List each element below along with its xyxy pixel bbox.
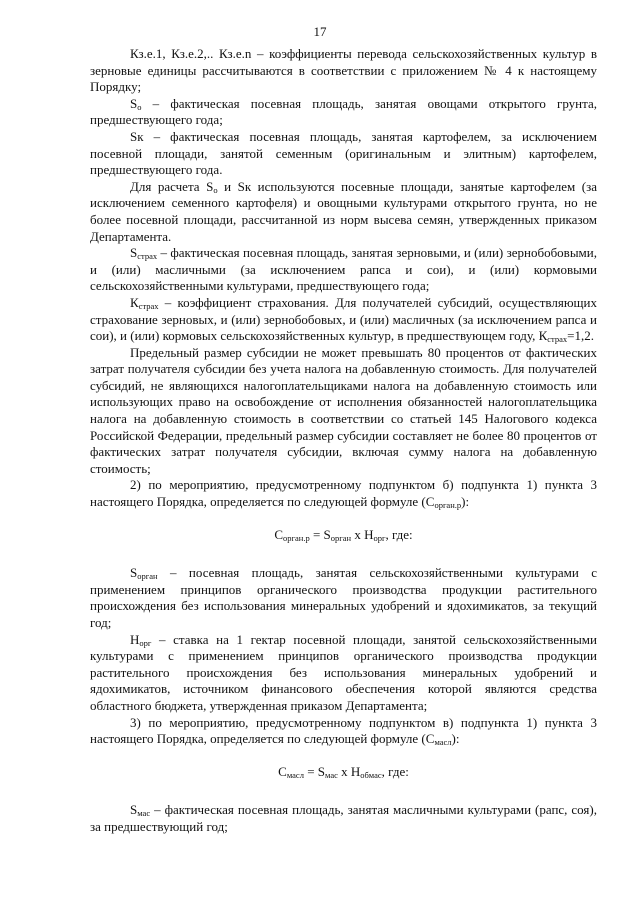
text-run: =1,2. xyxy=(567,328,594,344)
text-run: S xyxy=(130,802,138,818)
paragraph xyxy=(90,802,597,835)
text-run: Предельный размер субсидии не может превышать 80 процентов от фактических затрат получателя субсидии без учета налога на добавленную стоимость. Для получателей субсидий, не являющихся налогоплательщиками налога на добавленную стоимость или использующих право на освобождение от исполнения обязанностей налогоплательщика налога на добавленную стоимость в соответствии со статьей 145 Налогового кодекса Российской Федерации, предельный размер субсидии составляет не более 80 процентов от фактических затрат получателя субсидии, включая сумму налога на добавленную стоимость; xyxy=(90,344,597,476)
text-run: , где: xyxy=(381,763,409,779)
text-run: х Н xyxy=(337,763,361,779)
paragraph xyxy=(90,345,597,478)
text-run: К xyxy=(130,294,139,310)
text-run: – фактическая посевная площадь, занятая овощами открытого грунта, предшествующего года; xyxy=(90,95,597,128)
text-run: – посевная площадь, занятая сельскохозяйственными культурами с применением принципов органического производства продукции растительного происхождения без использования минеральных удобрений и ядохимикатов, за текущий год; xyxy=(90,565,597,630)
text-run: 2) по мероприятию, предусмотренному подпунктом б) подпункта 1) пункта 3 настоящего Порядка, определяется по следующей формуле (С xyxy=(90,477,597,510)
text-run: S xyxy=(130,95,138,111)
paragraph xyxy=(90,632,597,715)
paragraph xyxy=(90,715,597,748)
subscript: орган xyxy=(137,571,158,582)
text-run: – фактическая посевная площадь, занятая зерновыми, и (или) зернобобовыми, и (или) масличными (за исключением рапса и сои), и (или) кормовыми сельскохозяйственными культурами, предшествующего года; xyxy=(90,245,597,294)
subscript: масл xyxy=(434,737,452,748)
subscript: мас xyxy=(325,769,338,780)
text-run: ): xyxy=(461,494,470,510)
text-run: S xyxy=(130,565,138,581)
subscript: масл xyxy=(286,769,304,780)
paragraph xyxy=(90,179,597,245)
subscript: орг xyxy=(373,532,386,543)
text-run: и Sк используются посевные площади, занятые картофелем (за исключением семенного картофеля) и овощными культурами открытого грунта, но не более посевной площади, рассчитанной из норм высева семян, утвержденных приказом Департамента. xyxy=(90,178,598,244)
text-run: ): xyxy=(451,731,460,747)
text-run: – коэффициент страхования. Для получателей субсидий, осуществляющих страхование зерновых, и (или) зернобобовых, и (или) масличных (за исключением рапса и сои), и (или) кормовых сельскохозяйственных культур, в предшествующем году, К xyxy=(90,294,597,344)
text-run: С xyxy=(274,526,284,542)
paragraph xyxy=(90,46,597,96)
text-run: Для расчета S xyxy=(130,178,214,194)
text-run: – ставка на 1 гектар посевной площади, занятой сельскохозяйственными культурами с применением принципов органического производства продукции растительного происхождения без использования минеральных удобрений и ядохимикатов, источником финансового обеспечения которой являются средства областного бюджета, утвержденная приказом Департамента; xyxy=(90,631,597,713)
text-run: Н xyxy=(130,631,140,647)
text-run: 3) по мероприятию, предусмотренному подпунктом в) подпункта 1) пункта 3 настоящего Порядка, определяется по следующей формуле (С xyxy=(90,714,597,747)
paragraph xyxy=(90,295,597,345)
subscript: орг xyxy=(139,637,152,648)
text-run: = S xyxy=(309,526,331,542)
subscript: страх xyxy=(138,300,159,311)
paragraph xyxy=(90,96,597,129)
text-run: S xyxy=(130,245,138,261)
text-run: , где: xyxy=(385,526,413,542)
document-body xyxy=(90,46,597,836)
subscript: страх xyxy=(137,251,158,262)
subscript: орган xyxy=(330,532,352,543)
text-run: С xyxy=(278,763,287,779)
formula xyxy=(90,527,597,544)
paragraph xyxy=(90,245,597,295)
subscript: страх xyxy=(547,334,568,345)
text-run: = S xyxy=(303,763,326,779)
formula xyxy=(90,764,597,781)
page-number: 17 xyxy=(313,24,327,39)
paragraph xyxy=(90,477,597,510)
subscript: о xyxy=(213,184,218,195)
paragraph xyxy=(90,129,597,179)
paragraph xyxy=(90,565,597,631)
subscript: обмас xyxy=(360,769,382,780)
text-run: – фактическая посевная площадь, занятая масличными культурами (рапс, соя), за предшествующий год; xyxy=(90,802,597,834)
subscript: орган.р xyxy=(434,500,462,511)
subscript: о xyxy=(137,101,142,112)
subscript: орган.р xyxy=(283,532,310,543)
text-run: х Н xyxy=(351,526,374,542)
text-run: Sк – фактическая посевная площадь, занятая картофелем, за исключением посевной площади, занятой семенным (оригинальным и элитным) картофелем, предшествующего года. xyxy=(90,128,597,178)
text-run: Кз.е.1, Кз.е.2,.. Кз.е.n – коэффициенты перевода сельскохозяйственных культур в зерновые единицы рассчитываются в соответствии с приложением № 4 к настоящему Порядку; xyxy=(90,46,597,95)
subscript: мас xyxy=(137,808,151,819)
